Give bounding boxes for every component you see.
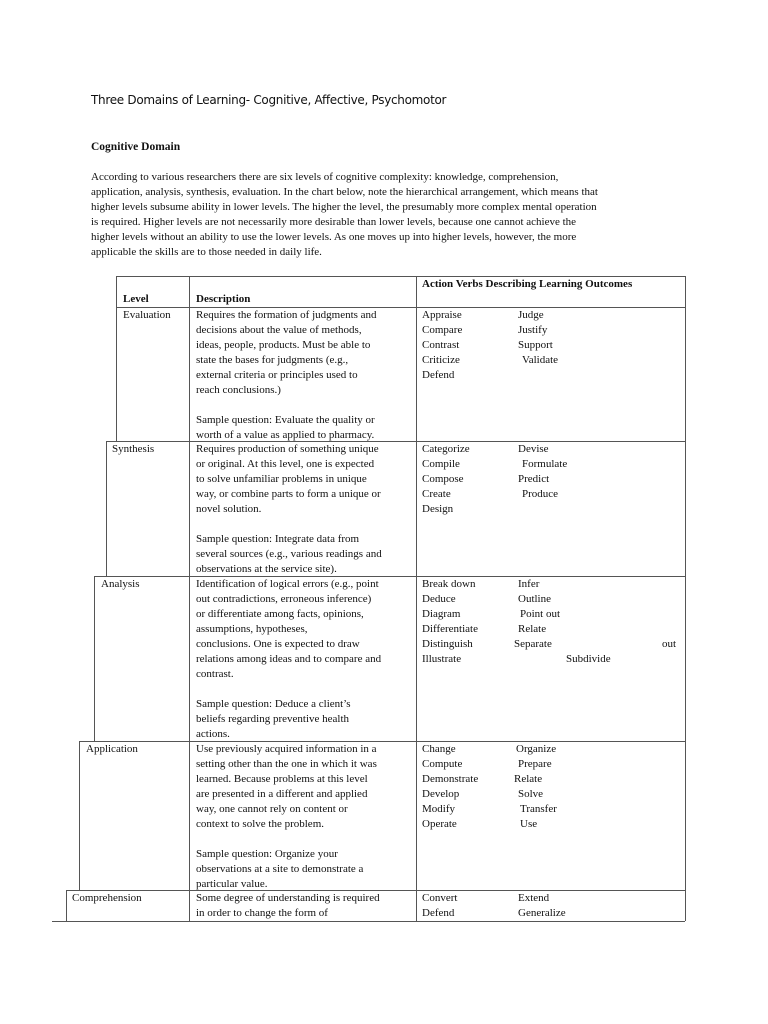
header-level: Level [123, 293, 149, 305]
sample-question-line: Sample question: Integrate data from [196, 533, 360, 545]
action-verb: Illustrate [422, 653, 462, 665]
table-rule [52, 921, 685, 922]
table-border [94, 576, 95, 741]
action-verb: Break down [422, 578, 476, 590]
action-verb: Generalize [518, 907, 566, 919]
section-heading: Cognitive Domain [91, 141, 181, 153]
action-verb: Validate [522, 354, 559, 366]
description-analysis [196, 577, 381, 742]
description-line: reach conclusions.) [196, 384, 281, 396]
action-verb: Distinguish [422, 638, 473, 650]
table-rule [106, 441, 685, 442]
description-line: in order to change the form of [196, 907, 328, 919]
header-action-verbs: Action Verbs Describing Learning Outcomes [422, 278, 633, 290]
action-verb: Design [422, 503, 454, 515]
description-line: learned. Because problems at this level [196, 773, 368, 785]
document-title: Three Domains of Learning- Cognitive, Affective, Psychomotor [91, 93, 447, 107]
sample-question-line: Sample question: Evaluate the quality or [196, 414, 375, 426]
action-verb: Deduce [422, 593, 456, 605]
action-verb: Change [422, 743, 456, 755]
description-line: way, or combine parts to form a unique or [196, 488, 381, 500]
description-line: setting other than the one in which it was [196, 758, 377, 770]
action-verb: Point out [520, 608, 561, 620]
description-evaluation [196, 308, 377, 443]
intro-line: According to various researchers there are six levels of cognitive complexity: knowledge, comprehension, [91, 171, 559, 183]
description-line: relations among ideas and to compare and [196, 653, 382, 665]
action-verb: Compose [422, 473, 464, 485]
description-line: or differentiate among facts, opinions, [196, 608, 364, 620]
sample-question-line: particular value. [196, 878, 268, 890]
description-application [196, 742, 377, 892]
description-line: external criteria or principles used to [196, 369, 358, 381]
description-line: decisions about the value of methods, [196, 324, 362, 336]
action-verb: Operate [422, 818, 457, 830]
action-verb: Modify [422, 803, 455, 815]
sample-question-line: worth of a value as applied to pharmacy. [196, 429, 375, 441]
sample-question-line: several sources (e.g., various readings and [196, 548, 382, 560]
description-line: context to solve the problem. [196, 818, 324, 830]
sample-question-line: observations at the service site). [196, 563, 337, 575]
action-verb: Diagram [422, 608, 461, 620]
description-comprehension [196, 891, 380, 921]
description-line: to solve unfamiliar problems in unique [196, 473, 367, 485]
sample-question-line: Sample question: Deduce a client’s [196, 698, 351, 710]
description-line: Requires production of something unique [196, 443, 379, 455]
description-line: conclusions. One is expected to draw [196, 638, 360, 650]
level-application: Application [86, 743, 138, 755]
action-verb: Demonstrate [422, 773, 479, 785]
description-line: Requires the formation of judgments and [196, 309, 377, 321]
intro-line: application, analysis, synthesis, evaluation. In the chart below, note the hierarchical arrangement, which means that [91, 186, 598, 198]
sample-question-line: observations at a site to demonstrate a [196, 863, 364, 875]
sample-question-line: Sample question: Organize your [196, 848, 338, 860]
description-line: assumptions, hypotheses, [196, 623, 308, 635]
action-verb: Infer [518, 578, 540, 590]
intro-paragraph [91, 170, 691, 260]
action-verb: Separate [514, 638, 552, 650]
table-border [685, 276, 686, 921]
description-line: Use previously acquired information in a [196, 743, 377, 755]
table-border [416, 276, 417, 921]
description-line: ideas, people, products. Must be able to [196, 339, 371, 351]
action-verb: Use [520, 818, 538, 830]
description-line: state the bases for judgments (e.g., [196, 354, 349, 366]
level-evaluation: Evaluation [123, 309, 171, 321]
table-border [189, 276, 190, 921]
action-verb: Defend [422, 369, 455, 381]
description-line: or original. At this level, one is expected [196, 458, 375, 470]
action-verb: Convert [422, 892, 458, 904]
action-verb: Solve [518, 788, 544, 800]
level-synthesis: Synthesis [112, 443, 155, 455]
description-line: Identification of logical errors (e.g., point [196, 578, 379, 590]
table-border [79, 741, 80, 890]
header-description: Description [196, 293, 251, 305]
action-verb: Predict [518, 473, 550, 485]
action-verb: Criticize [422, 354, 460, 366]
action-verb: Categorize [422, 443, 470, 455]
action-verb: Relate [514, 773, 543, 785]
action-verb: Appraise [422, 309, 462, 321]
action-verb: Create [422, 488, 451, 500]
action-verb: Support [518, 339, 553, 351]
intro-line: applicable the skills are to those needed in daily life. [91, 246, 322, 258]
action-verb: out [662, 638, 677, 650]
verbs-analysis [422, 577, 680, 667]
action-verb: Organize [516, 743, 557, 755]
description-synthesis [196, 442, 382, 577]
description-line: are presented in a different and applied [196, 788, 368, 800]
action-verb: Contrast [422, 339, 460, 351]
action-verb: Produce [522, 488, 559, 500]
action-verb: Defend [422, 907, 455, 919]
action-verb: Compare [422, 324, 463, 336]
intro-line: higher levels subsume ability in lower levels. The higher the level, the presumably more complex mental operation [91, 201, 597, 213]
action-verb: Judge [518, 309, 544, 321]
table-rule [79, 741, 685, 742]
action-verb: Devise [518, 443, 549, 455]
action-verb: Compile [422, 458, 460, 470]
description-line: way, one cannot rely on content or [196, 803, 348, 815]
table-border [106, 441, 107, 576]
action-verb: Outline [518, 593, 551, 605]
action-verb: Formulate [522, 458, 568, 470]
intro-line: higher levels without an ability to use the lower levels. As one moves up into higher levels, however, the more [91, 231, 577, 243]
action-verb: Justify [518, 324, 548, 336]
action-verb: Differentiate [422, 623, 478, 635]
action-verb: Prepare [518, 758, 552, 770]
action-verb: Develop [422, 788, 460, 800]
intro-line: is required. Higher levels are not necessarily more desirable than lower levels, because one cannot achieve the [91, 216, 577, 228]
action-verb: Extend [518, 892, 550, 904]
description-line: novel solution. [196, 503, 262, 515]
description-line: contrast. [196, 668, 234, 680]
action-verb: Compute [422, 758, 463, 770]
description-line: out contradictions, erroneous inference) [196, 593, 372, 605]
description-line: Some degree of understanding is required [196, 892, 380, 904]
table-border [66, 890, 67, 921]
level-analysis: Analysis [101, 578, 140, 590]
sample-question-line: beliefs regarding preventive health [196, 713, 350, 725]
level-comprehension: Comprehension [72, 892, 142, 904]
action-verb: Transfer [520, 803, 557, 815]
sample-question-line: actions. [196, 728, 230, 740]
action-verb: Subdivide [566, 653, 611, 665]
action-verb: Relate [518, 623, 547, 635]
table-border [116, 276, 117, 441]
